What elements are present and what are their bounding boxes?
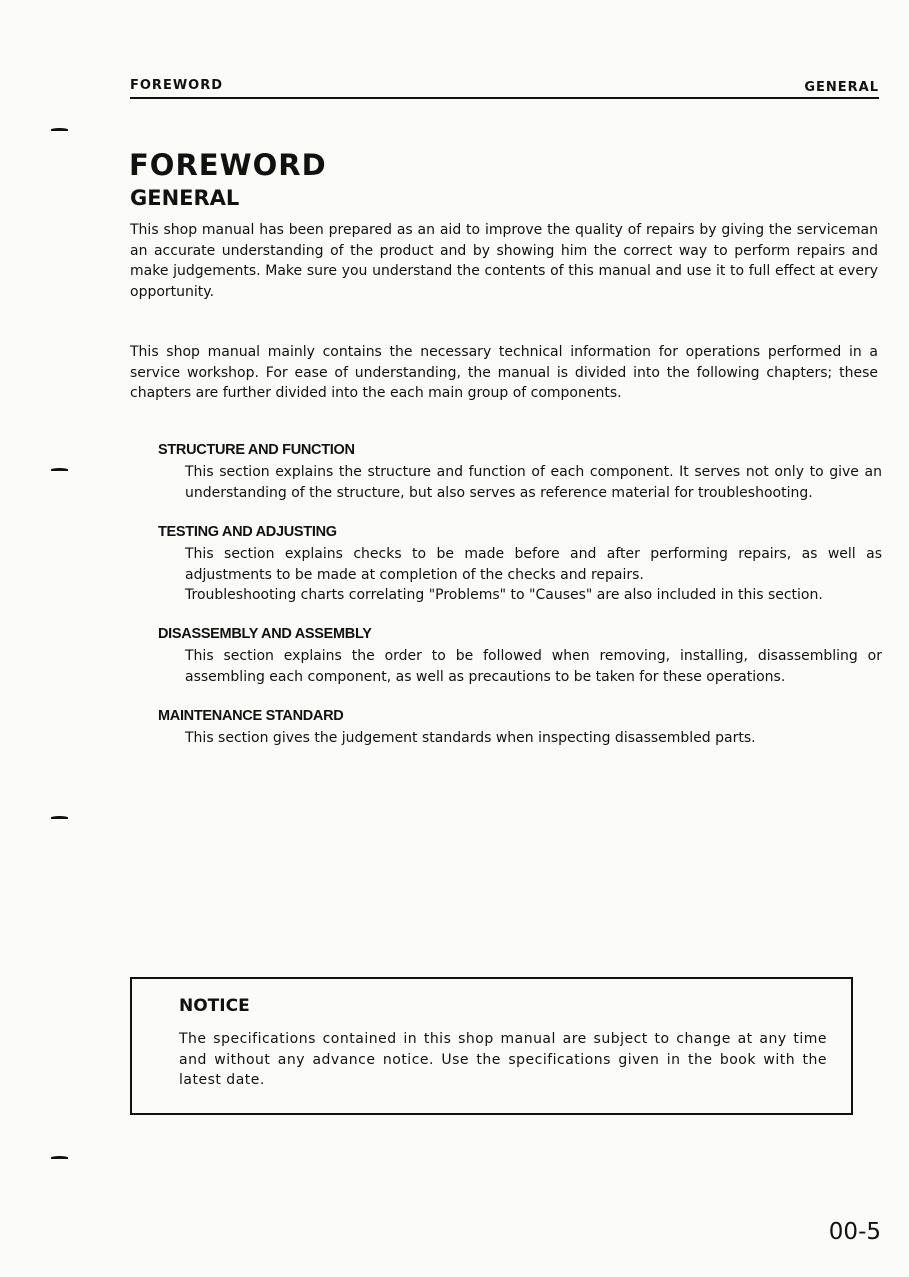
- chapter-description: This section gives the judgement standards when inspecting disassembled parts.: [185, 730, 756, 746]
- page-number: 00-5: [828, 1219, 881, 1245]
- binder-hole-mark: [51, 1156, 68, 1159]
- binder-hole-mark: [51, 128, 68, 131]
- notice-title: NOTICE: [179, 996, 250, 1016]
- chapter-description: This section explains checks to be made before and after performing repairs, as well as adjustments to be made at completion of the checks and repairs.: [185, 546, 882, 583]
- notice-box: [130, 977, 853, 1115]
- chapter-description: This section explains the order to be followed when removing, installing, disassembling or assembling each component, as well as precautions to be taken for these operations.: [185, 648, 882, 685]
- binder-hole-mark: [51, 816, 68, 819]
- chapter-heading-disassembly-assembly: DISASSEMBLY AND ASSEMBLY: [158, 626, 372, 642]
- running-header-left: FOREWORD: [130, 78, 224, 93]
- notice-text: The specifications contained in this shop manual are subject to change at any time and without any advance notice. Use the specifications given in the book with the latest date.: [179, 1031, 827, 1088]
- running-header-right: GENERAL: [804, 80, 879, 95]
- page-title: FOREWORD: [129, 148, 327, 182]
- chapter-heading-maintenance-standard: MAINTENANCE STANDARD: [158, 708, 344, 724]
- section-title: GENERAL: [130, 186, 240, 210]
- contents-paragraph: This shop manual mainly contains the necessary technical information for operations performed in a service workshop. For ease of understanding, the manual is divided into the following chapters; these chapters are further divided into the each main group of components.: [130, 344, 878, 401]
- chapter-description: This section explains the structure and function of each component. It serves not only to give an understanding of the structure, but also serves as reference material for troubleshooting.: [185, 464, 882, 501]
- chapter-heading-structure-function: STRUCTURE AND FUNCTION: [158, 442, 355, 458]
- intro-paragraph: This shop manual has been prepared as an aid to improve the quality of repairs by giving the serviceman an accurate understanding of the product and by showing him the correct way to perform repairs and make judgements. Make sure you understand the contents of this manual and use it to full effect at every opportunity.: [130, 222, 878, 300]
- header-rule: [130, 97, 879, 99]
- chapter-description-extra: Troubleshooting charts correlating "Problems" to "Causes" are also included in this section.: [185, 587, 823, 603]
- binder-hole-mark: [51, 468, 68, 471]
- chapter-heading-testing-adjusting: TESTING AND ADJUSTING: [158, 524, 337, 540]
